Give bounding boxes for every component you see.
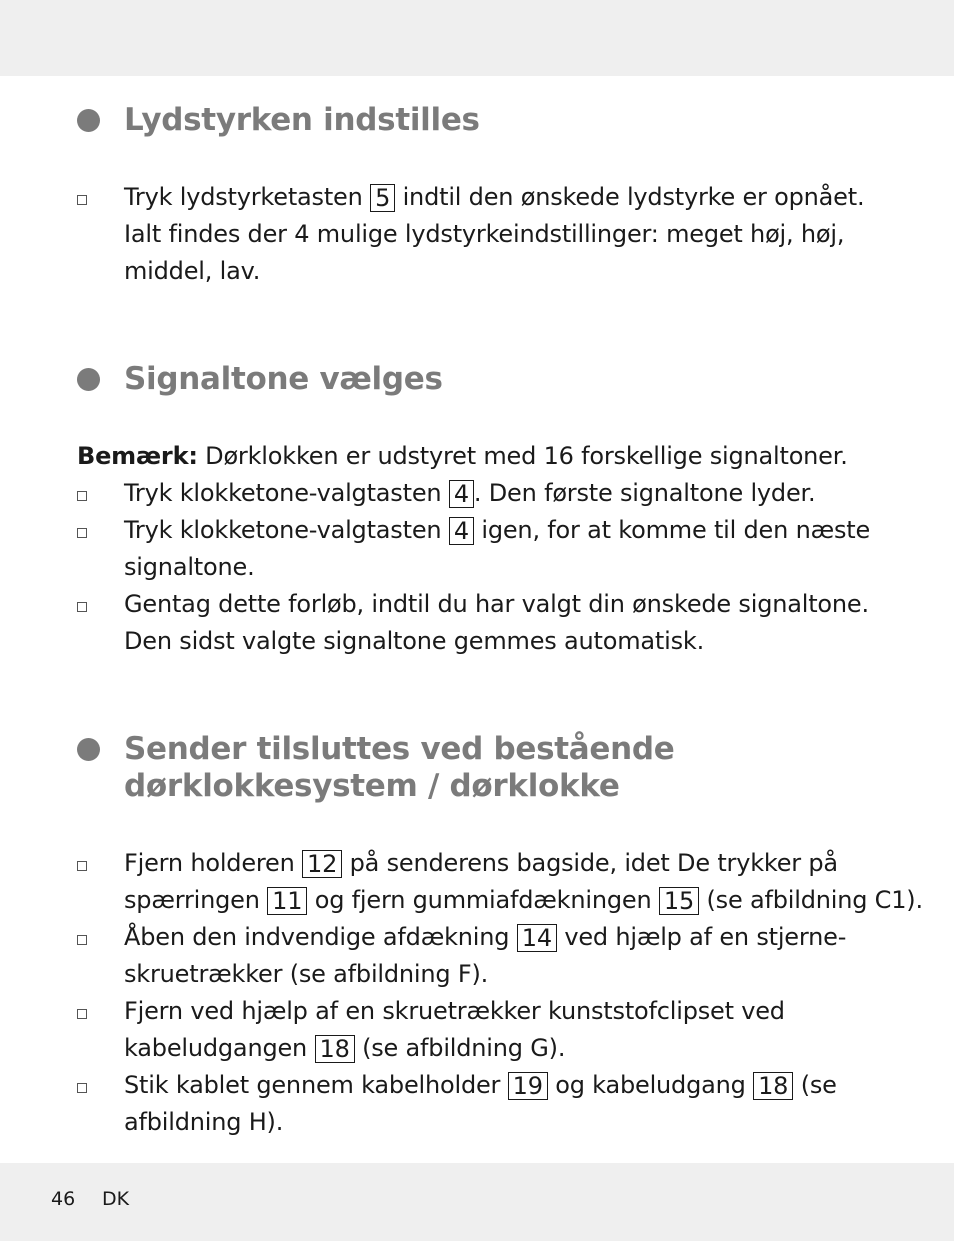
sender-item-2-line-2: skruetrækker (se afbildning F). <box>124 960 489 988</box>
text: Tryk klokketone-valgtasten <box>124 516 442 544</box>
signal-note <box>77 441 848 471</box>
checkbox-bullet-icon <box>77 528 87 538</box>
volume-item-1-line-1 <box>124 182 864 212</box>
checkbox-bullet-icon <box>77 602 87 612</box>
sender-item-3-line-2 <box>124 1033 565 1063</box>
text: indtil den ønskede lydstyrke er opnået. <box>402 183 865 211</box>
ref-box: 19 <box>508 1072 548 1100</box>
section-bullet-icon <box>77 368 100 391</box>
section-bullet-icon <box>77 109 100 132</box>
signal-item-2-line-2: signaltone. <box>124 553 255 581</box>
text: Stik kablet gennem kabelholder <box>124 1071 501 1099</box>
sender-item-1-line-1 <box>124 848 838 878</box>
text: (se afbildning G). <box>362 1034 566 1062</box>
signal-item-3-line-1: Gentag dette forløb, indtil du har valgt din ønskede signaltone. <box>124 590 869 618</box>
ref-box: 11 <box>267 887 307 915</box>
sender-item-2-line-1 <box>124 922 846 952</box>
heading-sender-line-1: Sender tilsluttes ved bestående <box>124 731 675 767</box>
ref-box: 5 <box>370 184 395 212</box>
language-code: DK <box>102 1188 130 1210</box>
text: og fjern gummiafdækningen <box>314 886 652 914</box>
text: Tryk klokketone-valgtasten <box>124 479 442 507</box>
page-number: 46 <box>51 1188 76 1210</box>
note-text: Dørklokken er udstyret med 16 forskellige signaltoner. <box>205 442 848 470</box>
ref-box: 18 <box>753 1072 793 1100</box>
checkbox-bullet-icon <box>77 1009 87 1019</box>
text: kabeludgangen <box>124 1034 308 1062</box>
checkbox-bullet-icon <box>77 491 87 501</box>
text: Åben den indvendige afdækning <box>124 923 510 951</box>
text: og kabeludgang <box>555 1071 746 1099</box>
footer-band <box>0 1163 954 1241</box>
section-bullet-icon <box>77 738 100 761</box>
ref-box: 12 <box>302 850 342 878</box>
ref-box: 14 <box>517 924 557 952</box>
checkbox-bullet-icon <box>77 195 87 205</box>
heading-signal: Signaltone vælges <box>124 361 443 397</box>
text: spærringen <box>124 886 260 914</box>
text: . Den første signaltone lyder. <box>473 479 816 507</box>
heading-volume: Lydstyrken indstilles <box>124 102 480 138</box>
checkbox-bullet-icon <box>77 935 87 945</box>
sender-item-3-line-1: Fjern ved hjælp af en skruetrækker kunststofclipset ved <box>124 997 785 1025</box>
checkbox-bullet-icon <box>77 1083 87 1093</box>
signal-item-2-line-1 <box>124 515 870 545</box>
note-label: Bemærk: <box>77 442 198 470</box>
sender-item-1-line-2 <box>124 885 923 915</box>
signal-item-3-line-2: Den sidst valgte signaltone gemmes automatisk. <box>124 627 705 655</box>
text: på senderens bagside, idet De trykker på <box>349 849 838 877</box>
text: (se afbildning C1). <box>706 886 923 914</box>
text: Fjern holderen <box>124 849 295 877</box>
sender-item-4-line-2: afbildning H). <box>124 1108 284 1136</box>
text: igen, for at komme til den næste <box>481 516 871 544</box>
ref-box: 18 <box>315 1035 355 1063</box>
text: Tryk lydstyrketasten <box>124 183 363 211</box>
signal-item-1 <box>124 478 815 508</box>
header-band <box>0 0 954 76</box>
text: ved hjælp af en stjerne- <box>564 923 847 951</box>
ref-box: 4 <box>449 480 474 508</box>
ref-box: 4 <box>449 517 474 545</box>
heading-sender-line-2: dørklokkesystem / dørklokke <box>124 768 620 804</box>
volume-item-1-line-3: middel, lav. <box>124 257 261 285</box>
checkbox-bullet-icon <box>77 861 87 871</box>
ref-box: 15 <box>659 887 699 915</box>
text: (se <box>800 1071 837 1099</box>
volume-item-1-line-2: Ialt findes der 4 mulige lydstyrkeindstillinger: meget høj, høj, <box>124 220 845 248</box>
sender-item-4-line-1 <box>124 1070 837 1100</box>
